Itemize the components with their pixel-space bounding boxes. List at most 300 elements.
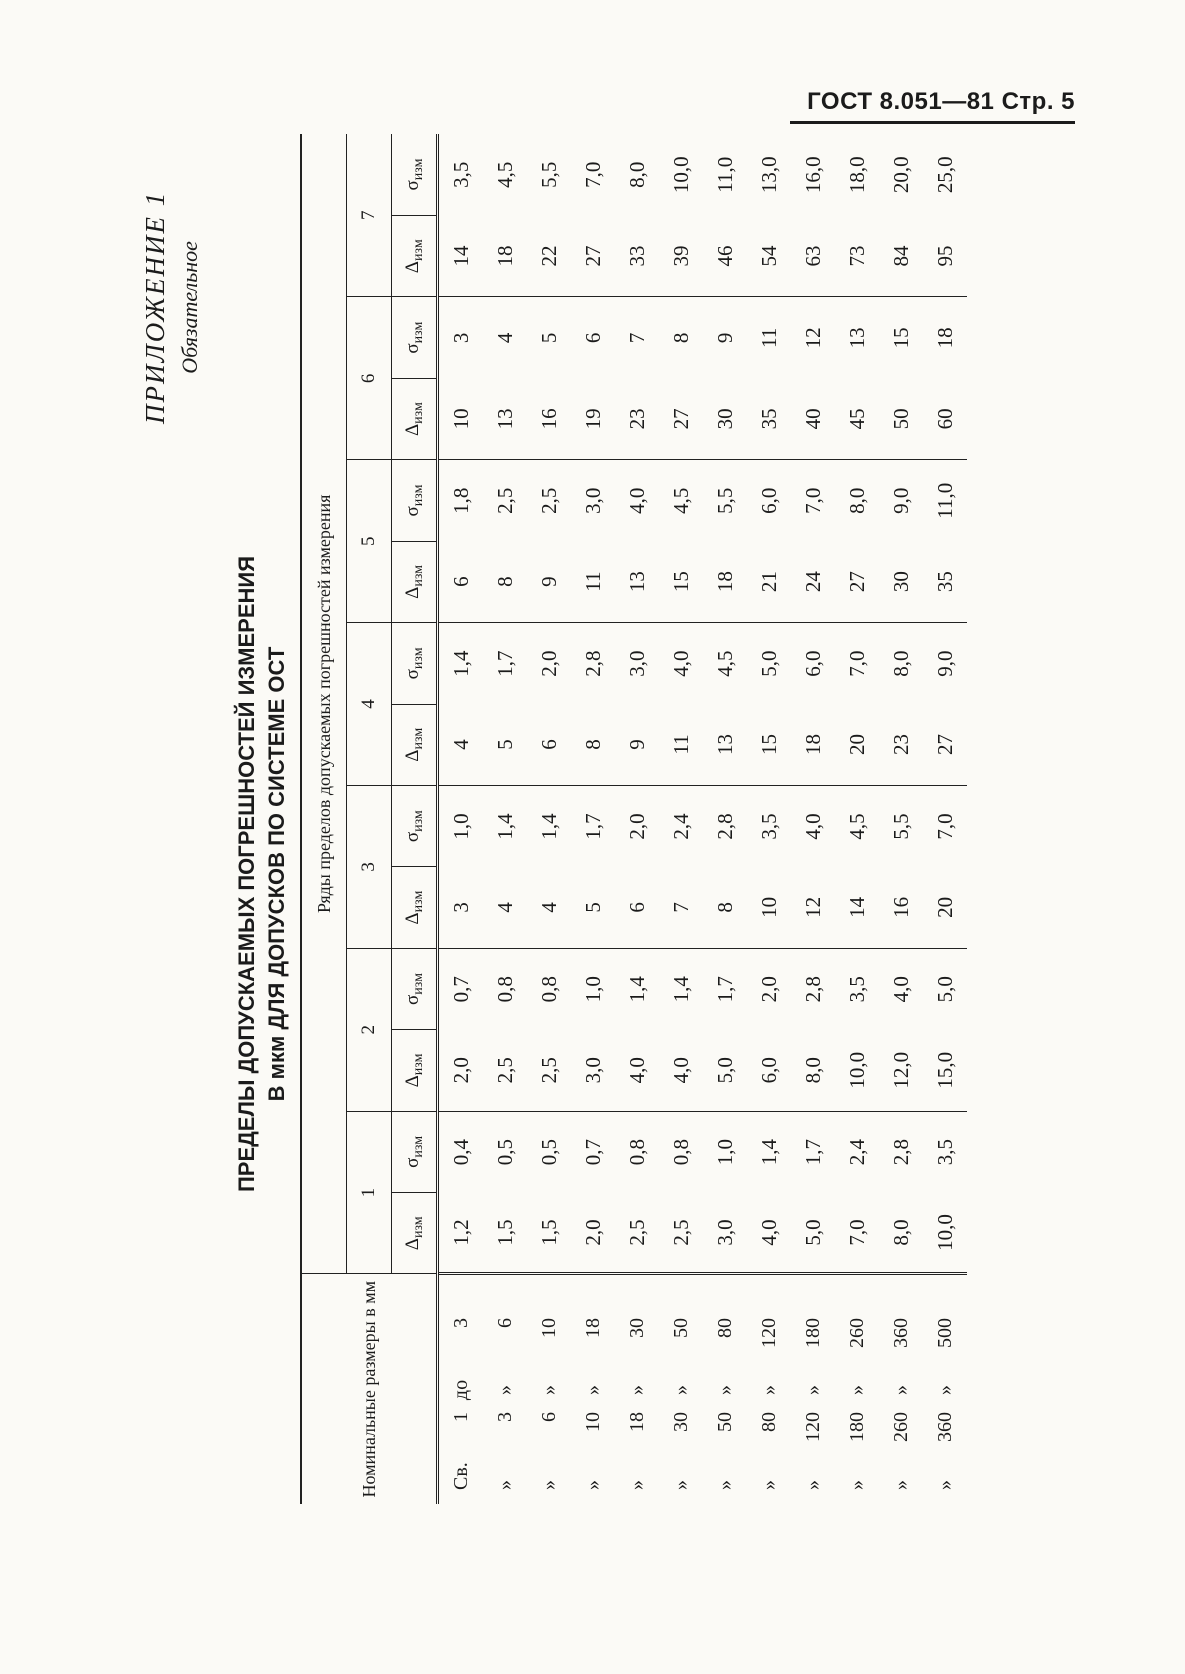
series-number-1: 1 bbox=[347, 1111, 392, 1274]
series-number-6: 6 bbox=[347, 297, 392, 460]
sigma-header-2 bbox=[392, 948, 438, 1029]
sigma-value: 11,0 bbox=[932, 482, 957, 519]
subscript-label: изм bbox=[410, 239, 426, 261]
sigma-header-3 bbox=[392, 785, 438, 866]
table-row bbox=[483, 134, 527, 1504]
size-sep: до bbox=[449, 1379, 472, 1401]
sigma-value: 4 bbox=[492, 332, 517, 344]
delta-value: 4 bbox=[483, 867, 527, 948]
size-range bbox=[835, 1274, 879, 1504]
sigma-value: 1,4 bbox=[438, 623, 484, 704]
size-prefix: » bbox=[493, 1480, 516, 1490]
delta-value: 27 bbox=[571, 216, 615, 297]
delta-value: 16 bbox=[879, 867, 923, 948]
delta-symbol: Δ bbox=[401, 912, 423, 925]
delta-value: 6 bbox=[527, 704, 571, 785]
sigma-value: 4,5 bbox=[844, 813, 869, 840]
size-to: 10 bbox=[537, 1318, 560, 1338]
delta-value: 14 bbox=[835, 867, 879, 948]
series-number-5: 5 bbox=[347, 460, 392, 623]
delta-value: 1,5 bbox=[527, 1193, 571, 1274]
size-range bbox=[791, 1274, 835, 1504]
sigma-value: 5 bbox=[536, 332, 561, 344]
subscript-label: изм bbox=[410, 1135, 426, 1158]
size-range bbox=[571, 1274, 615, 1504]
table-row bbox=[527, 134, 571, 1504]
sigma-value: 4,5 bbox=[492, 161, 517, 188]
sigma-value: 5,5 bbox=[712, 487, 737, 514]
size-to: 3 bbox=[449, 1318, 472, 1328]
size-to: 30 bbox=[625, 1318, 648, 1338]
sigma-value: 20,0 bbox=[888, 156, 913, 194]
size-prefix: » bbox=[625, 1480, 648, 1490]
delta-value: 2,5 bbox=[527, 1030, 571, 1111]
subscript-label: изм bbox=[410, 484, 426, 507]
delta-value: 14 bbox=[438, 216, 484, 297]
sigma-value: 1,0 bbox=[438, 785, 484, 866]
title-line-1: ПРЕДЕЛЫ ДОПУСКАЕМЫХ ПОГРЕШНОСТЕЙ ИЗМЕРЕНИЯ bbox=[234, 555, 259, 1193]
page-header: ГОСТ 8.051—81 Стр. 5 bbox=[807, 88, 1075, 115]
series-number-3: 3 bbox=[347, 785, 392, 948]
sigma-symbol: σ bbox=[401, 180, 423, 191]
delta-value: 19 bbox=[571, 378, 615, 459]
delta-value: 10 bbox=[438, 378, 484, 459]
sigma-value: 4,5 bbox=[668, 487, 693, 514]
sigma-value: 13 bbox=[844, 327, 869, 349]
delta-value: 13 bbox=[483, 378, 527, 459]
sigma-value: 15 bbox=[888, 327, 913, 349]
size-range bbox=[659, 1274, 703, 1504]
sigma-value: 2,8 bbox=[888, 1139, 913, 1166]
sigma-value: 9,0 bbox=[888, 487, 913, 514]
size-sep: » bbox=[713, 1385, 736, 1395]
delta-value: 95 bbox=[923, 216, 967, 297]
sigma-value: 12 bbox=[800, 327, 825, 349]
delta-value: 10,0 bbox=[835, 1030, 879, 1111]
sigma-value: 5,5 bbox=[888, 813, 913, 840]
delta-value: 7,0 bbox=[835, 1193, 879, 1274]
sigma-value: 0,5 bbox=[536, 1139, 561, 1166]
size-from: 6 bbox=[537, 1412, 560, 1422]
sigma-value: 11 bbox=[756, 327, 781, 349]
delta-symbol: Δ bbox=[401, 586, 423, 599]
delta-value: 23 bbox=[615, 378, 659, 459]
sigma-value: 0,4 bbox=[438, 1111, 484, 1192]
delta-value: 8 bbox=[483, 541, 527, 622]
sigma-header-1 bbox=[392, 1111, 438, 1192]
sigma-value: 4,0 bbox=[624, 487, 649, 514]
delta-value: 16 bbox=[527, 378, 571, 459]
appendix-title: ПРИЛОЖЕНИЕ 1 bbox=[140, 190, 170, 424]
sigma-value: 16,0 bbox=[800, 156, 825, 194]
size-from: 180 bbox=[845, 1412, 868, 1442]
size-prefix: Св. bbox=[449, 1462, 472, 1490]
sigma-value: 10,0 bbox=[668, 156, 693, 194]
delta-value: 9 bbox=[527, 541, 571, 622]
sigma-value: 6,0 bbox=[756, 487, 781, 514]
size-to: 120 bbox=[757, 1318, 780, 1348]
size-to: 80 bbox=[713, 1318, 736, 1338]
delta-value: 6 bbox=[438, 541, 484, 622]
delta-value: 50 bbox=[879, 378, 923, 459]
series-header: Ряды пределов допускаемых погрешностей измерения bbox=[301, 134, 347, 1274]
sigma-symbol: σ bbox=[401, 669, 423, 680]
delta-value: 9 bbox=[615, 704, 659, 785]
size-from: 120 bbox=[801, 1412, 824, 1442]
subscript-label: изм bbox=[410, 890, 426, 913]
delta-value: 4,0 bbox=[659, 1030, 703, 1111]
delta-header-1 bbox=[392, 1193, 438, 1274]
delta-value: 6 bbox=[615, 867, 659, 948]
delta-symbol: Δ bbox=[401, 260, 423, 274]
size-prefix: » bbox=[713, 1480, 736, 1490]
sigma-value: 2,8 bbox=[712, 813, 737, 840]
table-body bbox=[438, 134, 968, 1504]
delta-value: 40 bbox=[791, 378, 835, 459]
sigma-header-4 bbox=[392, 623, 438, 704]
sigma-value: 1,4 bbox=[756, 1139, 781, 1166]
sigma-value: 9 bbox=[712, 332, 737, 344]
size-from: 10 bbox=[581, 1412, 604, 1432]
sigma-value: 11,0 bbox=[712, 156, 737, 193]
delta-header-7 bbox=[392, 216, 438, 297]
delta-value: 12 bbox=[791, 867, 835, 948]
delta-value: 8 bbox=[571, 704, 615, 785]
delta-value: 2,5 bbox=[483, 1030, 527, 1111]
size-sep: » bbox=[537, 1385, 560, 1395]
sigma-value: 5,0 bbox=[932, 976, 957, 1003]
size-range bbox=[483, 1274, 527, 1504]
size-to: 50 bbox=[669, 1318, 692, 1338]
size-prefix: » bbox=[889, 1480, 912, 1490]
delta-value: 13 bbox=[615, 541, 659, 622]
sigma-value: 0,8 bbox=[492, 976, 517, 1003]
delta-value: 12,0 bbox=[879, 1030, 923, 1111]
delta-value: 15 bbox=[747, 704, 791, 785]
delta-value: 27 bbox=[923, 704, 967, 785]
sigma-value: 2,4 bbox=[844, 1139, 869, 1166]
subscript-label: изм bbox=[410, 321, 426, 344]
sigma-value: 1,8 bbox=[438, 460, 484, 541]
delta-value: 11 bbox=[659, 704, 703, 785]
sigma-header-7 bbox=[392, 134, 438, 216]
size-sep: » bbox=[757, 1385, 780, 1395]
delta-value: 23 bbox=[879, 704, 923, 785]
size-range bbox=[527, 1274, 571, 1504]
sigma-value: 7,0 bbox=[932, 813, 957, 840]
table-row bbox=[835, 134, 879, 1504]
sigma-header-6 bbox=[392, 297, 438, 378]
delta-value: 10 bbox=[747, 867, 791, 948]
delta-value: 46 bbox=[703, 216, 747, 297]
size-sep: » bbox=[933, 1385, 956, 1395]
table-row bbox=[571, 134, 615, 1504]
delta-value: 84 bbox=[879, 216, 923, 297]
delta-value: 20 bbox=[835, 704, 879, 785]
delta-value: 7 bbox=[659, 867, 703, 948]
delta-value: 8,0 bbox=[791, 1030, 835, 1111]
size-to: 360 bbox=[889, 1318, 912, 1348]
size-sep: » bbox=[625, 1385, 648, 1395]
delta-value: 4,0 bbox=[747, 1193, 791, 1274]
size-range bbox=[438, 1274, 484, 1504]
delta-value: 45 bbox=[835, 378, 879, 459]
delta-value: 8,0 bbox=[879, 1193, 923, 1274]
subscript-label: изм bbox=[410, 973, 426, 995]
sigma-value: 4,0 bbox=[800, 813, 825, 840]
sigma-value: 3,0 bbox=[624, 650, 649, 677]
sigma-value: 0,8 bbox=[668, 1139, 693, 1166]
delta-value: 5,0 bbox=[703, 1030, 747, 1111]
size-sep: » bbox=[669, 1385, 692, 1395]
delta-value: 13 bbox=[703, 704, 747, 785]
size-from: 18 bbox=[625, 1412, 648, 1432]
table-row bbox=[923, 134, 967, 1504]
size-range bbox=[879, 1274, 923, 1504]
delta-value: 5 bbox=[483, 704, 527, 785]
size-prefix: » bbox=[801, 1480, 824, 1490]
size-range bbox=[747, 1274, 791, 1504]
subscript-label: изм bbox=[410, 564, 426, 587]
sigma-value: 1,4 bbox=[536, 813, 561, 840]
subscript-label: изм bbox=[410, 647, 426, 670]
sigma-value: 1,0 bbox=[580, 976, 605, 1003]
sigma-value: 8,0 bbox=[888, 650, 913, 677]
sigma-value: 2,8 bbox=[580, 650, 605, 677]
sigma-value: 0,8 bbox=[624, 1139, 649, 1166]
sigma-value: 2,0 bbox=[624, 813, 649, 840]
delta-value: 30 bbox=[879, 541, 923, 622]
delta-value: 33 bbox=[615, 216, 659, 297]
size-prefix: » bbox=[537, 1480, 560, 1490]
size-prefix: » bbox=[845, 1480, 868, 1490]
sigma-value: 18 bbox=[932, 327, 957, 349]
sigma-header-5 bbox=[392, 460, 438, 541]
delta-value: 5 bbox=[571, 867, 615, 948]
delta-value: 30 bbox=[703, 378, 747, 459]
delta-value: 2,0 bbox=[571, 1193, 615, 1274]
sigma-value: 6 bbox=[580, 332, 605, 344]
sigma-value: 3,5 bbox=[844, 976, 869, 1003]
sigma-value: 18,0 bbox=[844, 156, 869, 194]
series-number-2: 2 bbox=[347, 948, 392, 1111]
delta-value: 1,5 bbox=[483, 1193, 527, 1274]
size-header: Номинальные размеры в мм bbox=[301, 1274, 438, 1504]
size-from: 1 bbox=[449, 1412, 472, 1422]
delta-value: 4 bbox=[527, 867, 571, 948]
delta-value: 54 bbox=[747, 216, 791, 297]
sigma-value: 0,7 bbox=[438, 948, 484, 1029]
delta-value: 4 bbox=[438, 704, 484, 785]
table-row bbox=[879, 134, 923, 1504]
size-sep: » bbox=[581, 1385, 604, 1395]
delta-value: 63 bbox=[791, 216, 835, 297]
size-from: 260 bbox=[889, 1412, 912, 1442]
size-range bbox=[703, 1274, 747, 1504]
delta-header-3 bbox=[392, 867, 438, 948]
sigma-value: 3,5 bbox=[756, 813, 781, 840]
delta-value: 35 bbox=[923, 541, 967, 622]
table-row bbox=[791, 134, 835, 1504]
delta-value: 18 bbox=[703, 541, 747, 622]
sigma-symbol: σ bbox=[401, 994, 423, 1005]
sigma-symbol: σ bbox=[401, 343, 423, 354]
sigma-value: 1,4 bbox=[492, 813, 517, 840]
sigma-value: 25,0 bbox=[932, 156, 957, 194]
delta-symbol: Δ bbox=[401, 1075, 423, 1088]
sigma-symbol: σ bbox=[401, 831, 423, 843]
table-row bbox=[659, 134, 703, 1504]
sigma-value: 1,0 bbox=[712, 1139, 737, 1166]
delta-value: 3,0 bbox=[571, 1030, 615, 1111]
sigma-value: 1,7 bbox=[712, 976, 737, 1003]
sigma-symbol: σ bbox=[401, 1157, 423, 1168]
sigma-value: 4,0 bbox=[888, 976, 913, 1003]
size-sep: » bbox=[801, 1385, 824, 1395]
delta-value: 3,0 bbox=[703, 1193, 747, 1274]
sigma-value: 3,0 bbox=[580, 487, 605, 514]
delta-value: 11 bbox=[571, 541, 615, 622]
sigma-value: 13,0 bbox=[756, 156, 781, 194]
delta-symbol: Δ bbox=[401, 1238, 423, 1251]
size-range bbox=[615, 1274, 659, 1504]
sigma-value: 3,5 bbox=[438, 134, 484, 216]
delta-value: 2,0 bbox=[438, 1030, 484, 1111]
appendix-label bbox=[140, 191, 203, 424]
sigma-value: 2,4 bbox=[668, 813, 693, 840]
delta-header-5 bbox=[392, 541, 438, 622]
delta-value: 27 bbox=[659, 378, 703, 459]
sigma-value: 8,0 bbox=[624, 161, 649, 188]
size-sep: » bbox=[845, 1385, 868, 1395]
subscript-label: изм bbox=[410, 1053, 426, 1076]
delta-value: 39 bbox=[659, 216, 703, 297]
delta-value: 8 bbox=[703, 867, 747, 948]
sigma-value: 1,7 bbox=[492, 650, 517, 677]
size-prefix: » bbox=[581, 1480, 604, 1490]
size-sep: » bbox=[889, 1385, 912, 1395]
title-line-2: В мкм ДЛЯ ДОПУСКОВ ПО СИСТЕМЕ ОСТ bbox=[264, 646, 289, 1102]
delta-value: 18 bbox=[791, 704, 835, 785]
sigma-value: 8 bbox=[668, 332, 693, 344]
sigma-value: 9,0 bbox=[932, 650, 957, 677]
sigma-symbol: σ bbox=[401, 506, 423, 517]
delta-value: 2,5 bbox=[615, 1193, 659, 1274]
sigma-value: 2,8 bbox=[800, 976, 825, 1003]
table-title bbox=[232, 254, 292, 1494]
delta-value: 10,0 bbox=[923, 1193, 967, 1274]
delta-value: 15 bbox=[659, 541, 703, 622]
sigma-value: 5,5 bbox=[536, 161, 561, 188]
tolerance-table bbox=[300, 134, 967, 1504]
delta-value: 4,0 bbox=[615, 1030, 659, 1111]
series-number-4: 4 bbox=[347, 623, 392, 786]
delta-value: 21 bbox=[747, 541, 791, 622]
delta-value: 73 bbox=[835, 216, 879, 297]
table-row bbox=[615, 134, 659, 1504]
delta-value: 15,0 bbox=[923, 1030, 967, 1111]
sigma-value: 8,0 bbox=[844, 487, 869, 514]
sigma-value: 7 bbox=[624, 332, 649, 344]
size-prefix: » bbox=[669, 1480, 692, 1490]
delta-header-4 bbox=[392, 704, 438, 785]
delta-value: 1,2 bbox=[438, 1193, 484, 1274]
sigma-value: 1,4 bbox=[624, 976, 649, 1003]
sigma-value: 6,0 bbox=[800, 650, 825, 677]
size-to: 18 bbox=[581, 1318, 604, 1338]
size-to: 180 bbox=[801, 1318, 824, 1348]
sigma-value: 2,5 bbox=[492, 487, 517, 514]
delta-value: 2,5 bbox=[659, 1193, 703, 1274]
sigma-value: 0,7 bbox=[580, 1139, 605, 1166]
sigma-value: 1,7 bbox=[580, 813, 605, 840]
sigma-value: 2,5 bbox=[536, 487, 561, 514]
subscript-label: изм bbox=[410, 402, 426, 424]
delta-value: 22 bbox=[527, 216, 571, 297]
delta-header-6 bbox=[392, 378, 438, 459]
table-row bbox=[747, 134, 791, 1504]
delta-header-2 bbox=[392, 1030, 438, 1111]
sigma-value: 1,7 bbox=[800, 1139, 825, 1166]
subscript-label: изм bbox=[410, 1216, 426, 1239]
sigma-value: 0,8 bbox=[536, 976, 561, 1003]
delta-symbol: Δ bbox=[401, 423, 423, 437]
sigma-value: 3,5 bbox=[932, 1139, 957, 1166]
size-from: 3 bbox=[493, 1412, 516, 1422]
size-sep: » bbox=[493, 1385, 516, 1395]
sigma-value: 2,0 bbox=[756, 976, 781, 1003]
size-from: 80 bbox=[757, 1412, 780, 1432]
appendix-status: Обязательное bbox=[177, 241, 202, 374]
sigma-value: 7,0 bbox=[800, 487, 825, 514]
sigma-value: 1,4 bbox=[668, 976, 693, 1003]
size-range bbox=[923, 1274, 967, 1504]
delta-value: 27 bbox=[835, 541, 879, 622]
delta-symbol: Δ bbox=[401, 749, 423, 762]
size-to: 6 bbox=[493, 1318, 516, 1328]
subscript-label: изм bbox=[410, 810, 426, 832]
sigma-value: 7,0 bbox=[580, 161, 605, 188]
table-row bbox=[703, 134, 747, 1504]
sigma-value: 0,5 bbox=[492, 1139, 517, 1166]
sigma-value: 5,0 bbox=[756, 650, 781, 677]
delta-value: 3 bbox=[438, 867, 484, 948]
subscript-label: изм bbox=[410, 727, 426, 750]
delta-value: 24 bbox=[791, 541, 835, 622]
subscript-label: изм bbox=[410, 158, 426, 181]
size-from: 360 bbox=[933, 1412, 956, 1442]
table-header bbox=[301, 134, 438, 1504]
series-number-7: 7 bbox=[347, 134, 392, 297]
sigma-value: 2,0 bbox=[536, 650, 561, 677]
delta-value: 35 bbox=[747, 378, 791, 459]
size-from: 30 bbox=[669, 1412, 692, 1432]
sigma-value: 7,0 bbox=[844, 650, 869, 677]
delta-value: 18 bbox=[483, 216, 527, 297]
delta-value: 60 bbox=[923, 378, 967, 459]
table-row bbox=[438, 134, 484, 1504]
size-prefix: » bbox=[757, 1480, 780, 1490]
size-to: 500 bbox=[933, 1318, 956, 1348]
sigma-value: 4,5 bbox=[712, 650, 737, 677]
delta-value: 6,0 bbox=[747, 1030, 791, 1111]
size-from: 50 bbox=[713, 1412, 736, 1432]
sigma-value: 4,0 bbox=[668, 650, 693, 677]
delta-value: 5,0 bbox=[791, 1193, 835, 1274]
size-prefix: » bbox=[933, 1480, 956, 1490]
delta-value: 20 bbox=[923, 867, 967, 948]
size-to: 260 bbox=[845, 1318, 868, 1348]
